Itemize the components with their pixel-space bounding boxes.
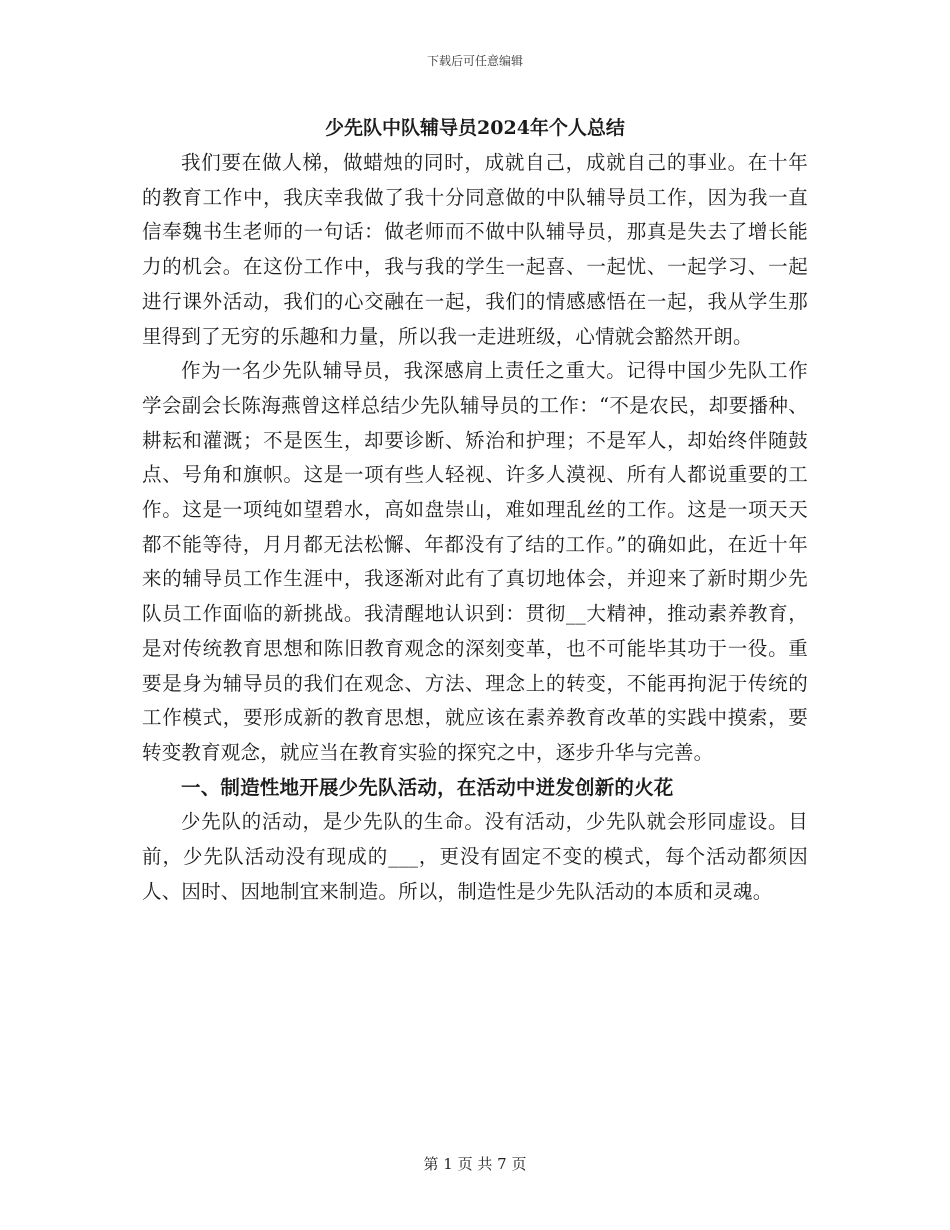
paragraph-responsibility: 作为一名少先队辅导员，我深感肩上责任之重大。记得中国少先队工作学会副会长陈海燕曾这样总结少先队辅导员的工作：“不是农民，却要播种、耕耘和灌溉；不是医生，却要诊断、矫治和护理；不是军人，却始终伴随鼓点、号角和旗帜。这是一项有些人轻视、许多人漠视、所有人都说重要的工作。这是一项纯如望碧水，高如盘崇山，难如理乱丝的工作。这是一项天天都不能等待，月月都无法松懈、年都没有了结的工作。”的确如此，在近十年来的辅导员工作生涯中，我逐渐对此有了真切地体会，并迎来了新时期少先队员工作面临的新挑战。我清醒地认识到：贯彻__大精神，推动素养教育，是对传统教育思想和陈旧教育观念的深刻变革，也不可能毕其功于一役。重要是身为辅导员的我们在观念、方法、理念上的转变，不能再拘泥于传统的工作模式，要形成新的教育思想，就应该在素养教育改革的实践中摸索，要转变教育观念，就应当在教育实验的探究之中，逐步升华与完善。 bbox=[142, 359, 808, 764]
document-title: 少先队中队辅导员2024年个人总结 bbox=[325, 117, 625, 139]
paragraph-activities: 少先队的活动，是少先队的生命。没有活动，少先队就会形同虚设。目前，少先队活动没有现成的___，更没有固定不变的模式，每个活动都须因人、因时、因地制宜来制造。所以，制造性是少先队活动的本质和灵魂。 bbox=[142, 810, 808, 903]
page-number: 第 1 页 共 7 页 bbox=[423, 1155, 527, 1173]
document-body bbox=[142, 146, 808, 909]
section-heading: 一、制造性地开展少先队活动，在活动中迸发创新的火花 bbox=[181, 775, 674, 799]
paragraph-intro: 我们要在做人梯，做蜡烛的同时，成就自己，成就自己的事业。在十年的教育工作中，我庆幸我做了我十分同意做的中队辅导员工作，因为我一直信奉魏书生老师的一句话：做老师而不做中队辅导员，那真是失去了增长能力的机会。在这份工作中，我与我的学生一起喜、一起忧、一起学习、一起进行课外活动，我们的心交融在一起，我们的情感感悟在一起，我从学生那里得到了无穷的乐趣和力量，所以我一走进班级，心情就会豁然开朗。 bbox=[142, 151, 808, 348]
page-header-note: 下载后可任意编辑 bbox=[426, 54, 523, 68]
